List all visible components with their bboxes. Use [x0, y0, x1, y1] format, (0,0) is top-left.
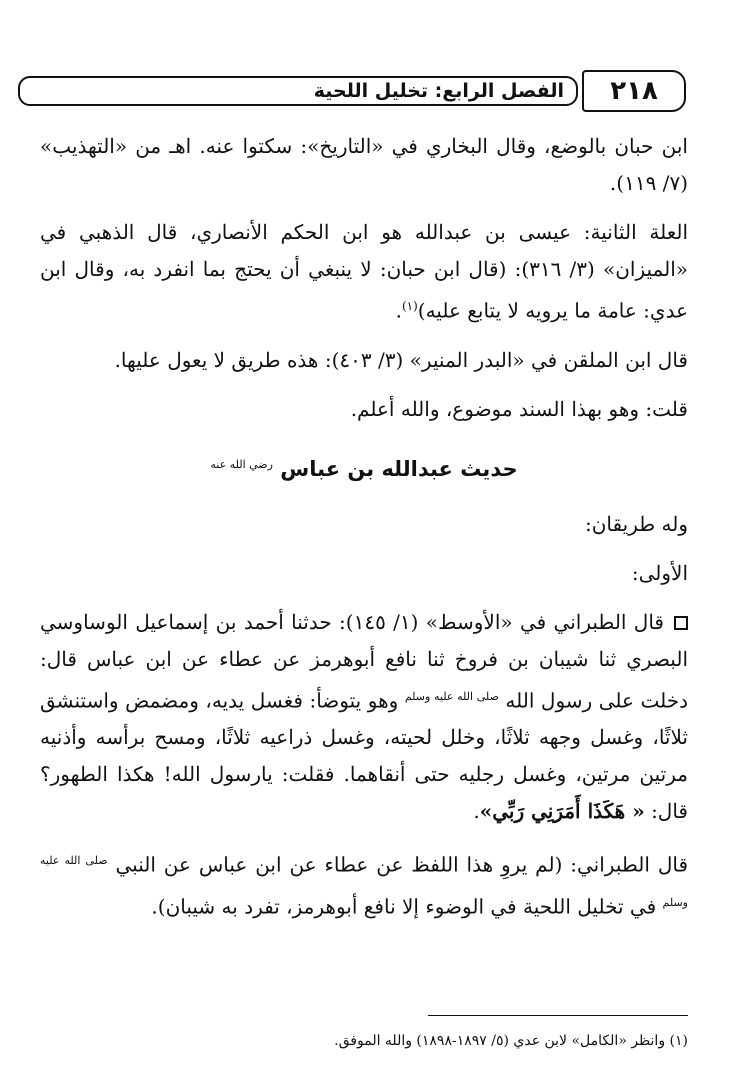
honorific-mark: رضي الله عنه: [210, 457, 273, 471]
paragraph-8-part-a: قال الطبراني: (لم يروِ هذا اللفظ عن عطاء عن ابن عباس عن النبي: [115, 852, 689, 877]
paragraph-7: [40, 604, 688, 831]
page-body: [40, 128, 688, 938]
footnote-divider: [428, 1015, 688, 1016]
paragraph-7-part-b: وهو يتوضأ: فغسل يديه، ومضمض واستنشق ثلاثًا، وغسل وجهه ثلاثًا، وخلل لحيته، وغسل ذراعيه ثلاثًا، ومسح برأسه وأذنيه مرتين مرتين، وغسل رجليه حتى أنقاهما. فقلت: يارسول الله! هكذا الطهور؟ قال:: [40, 688, 688, 824]
section-heading: [40, 446, 688, 488]
paragraph-3: قال ابن الملقن في «البدر المنير» (٣/ ٤٠٣): هذه طريق لا يعول عليها.: [114, 347, 688, 372]
paragraph-5: وله طريقان:: [585, 511, 688, 536]
paragraph-4: قلت: وهو بهذا السند موضوع، والله أعلم.: [350, 396, 688, 421]
honorific-mark: صلى الله عليه وسلم: [40, 854, 688, 909]
paragraph-7-part-a: قال الطبراني في «الأوسط» (١/ ١٤٥): حدثنا أحمد بن إسماعيل الوساوسي البصري ثنا شيبان بن فروخ ثنا نافع أبوهرمز عن عطاء عن ابن عباس قال: دخلت على رسول الله: [40, 609, 689, 713]
footnote-reference: (١): [401, 299, 418, 313]
chapter-title: الفصل الرابع: تخليل اللحية: [313, 80, 564, 102]
section-heading-text: حديث عبدالله بن عباس: [280, 456, 518, 481]
paragraph-1: ابن حبان بالوضع، وقال البخاري في «التاريخ»: سكتوا عنه. اهـ من «التهذيب» (٧/ ١١٩).: [40, 134, 688, 195]
paragraph-2-end: .: [395, 298, 402, 323]
page-header: [18, 70, 686, 112]
honorific-mark: صلى الله عليه وسلم: [404, 689, 499, 703]
paragraph-2: [40, 214, 688, 330]
paragraph-8: [40, 842, 688, 925]
page-number-frame: [582, 70, 686, 112]
square-bullet-icon: [674, 616, 688, 630]
paragraph-2-text: العلة الثانية: عيسى بن عبدالله هو ابن الحكم الأنصاري، قال الذهبي في «الميزان» (٣/ ٣١٦): (قال ابن حبان: لا ينبغي أن يحتج بما انفرد به، وقال ابن عدي: عامة ما يرويه لا يتابع عليه): [40, 220, 688, 323]
paragraph-7-end: .: [473, 799, 480, 824]
chapter-title-frame: [18, 76, 578, 106]
paragraph-8-part-b: في تخليل اللحية في الوضوء إلا نافع أبوهرمز، تفرد به شيبان).: [151, 894, 657, 919]
footnote: (١) وانظر «الكامل» لابن عدي (٥/ ١٨٩٧-١٨٩٨) والله الموفق.: [334, 1033, 688, 1049]
paragraph-6: الأولى:: [631, 560, 688, 585]
page-number: ٢١٨: [610, 76, 658, 106]
prophetic-quote: « هَكَذَا أَمَرَنِي رَبِّي»: [479, 799, 645, 824]
